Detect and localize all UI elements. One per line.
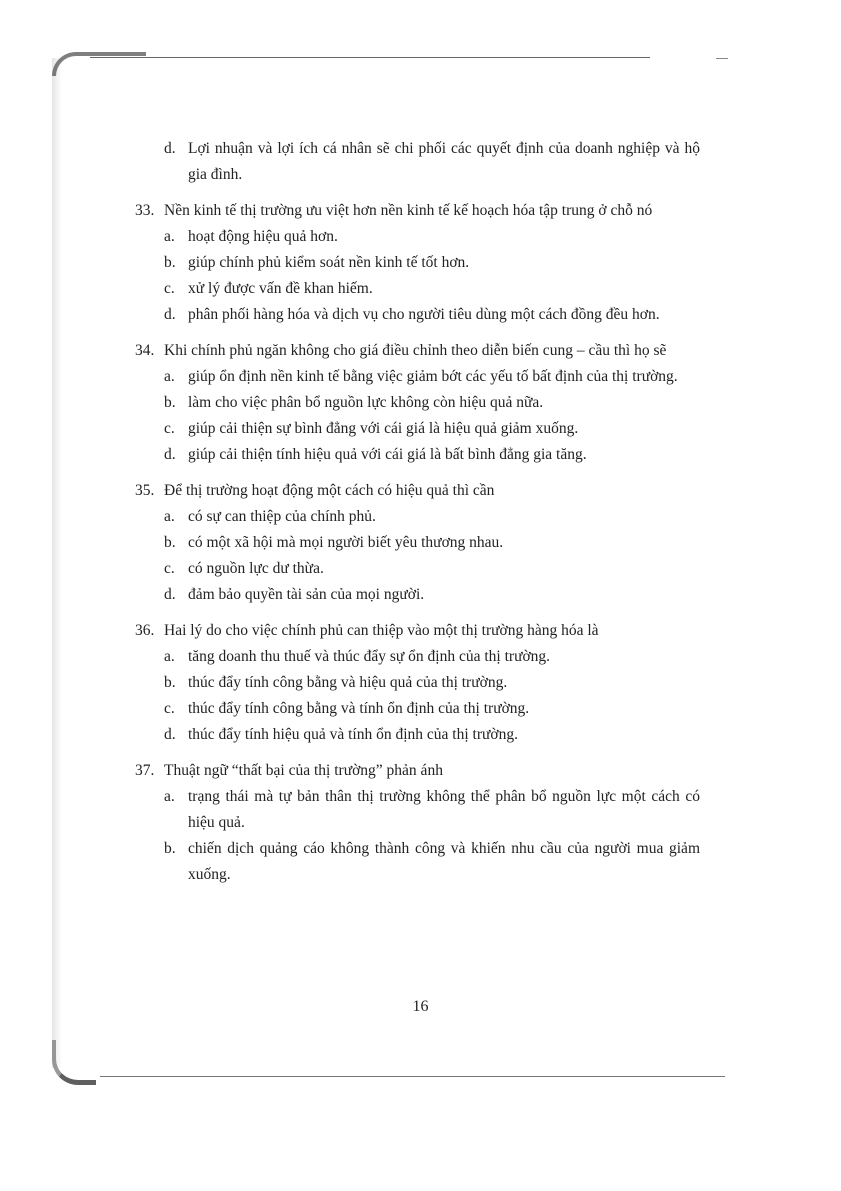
- option-text: có một xã hội mà mọi người biết yêu thương nhau.: [188, 534, 504, 551]
- option-row: [164, 696, 700, 722]
- option-text: phân phối hàng hóa và dịch vụ cho người tiêu dùng một cách đồng đều hơn.: [188, 306, 660, 323]
- option-row: [164, 416, 700, 442]
- option-letter: b.: [164, 394, 176, 411]
- option-text: có sự can thiệp của chính phủ.: [188, 508, 376, 525]
- option-letter: d.: [164, 306, 176, 323]
- question-number: 35.: [135, 482, 155, 499]
- question-33: [135, 198, 700, 328]
- option-row: [164, 504, 700, 530]
- option-letter: b.: [164, 534, 176, 551]
- option-row: [164, 250, 700, 276]
- option-letter: a.: [164, 228, 175, 245]
- option-text: tăng doanh thu thuế và thúc đẩy sự ổn định của thị trường.: [188, 648, 551, 665]
- option-row: [164, 722, 700, 748]
- option-text: giúp chính phủ kiểm soát nền kinh tế tốt hơn.: [188, 254, 470, 271]
- option-text: thúc đẩy tính hiệu quả và tính ổn định của thị trường.: [188, 726, 518, 743]
- footer-rule: [100, 1076, 725, 1077]
- option-row: [164, 136, 700, 188]
- option-row: [164, 530, 700, 556]
- option-row: [164, 670, 700, 696]
- option-text: giúp cải thiện sự bình đẳng với cái giá là hiệu quả giảm xuống.: [188, 420, 579, 437]
- option-letter: c.: [164, 560, 175, 577]
- question-stem: Hai lý do cho việc chính phủ can thiệp vào một thị trường hàng hóa là: [164, 622, 599, 639]
- header-rule: [90, 57, 650, 58]
- option-text: trạng thái mà tự bản thân thị trường không thể phân bổ nguồn lực một cách có hiệu quả.: [188, 788, 700, 831]
- continued-option: [164, 136, 700, 188]
- option-letter: d.: [164, 586, 176, 603]
- option-letter: b.: [164, 840, 176, 857]
- question-stem: Khi chính phủ ngăn không cho giá điều chỉnh theo diễn biến cung – cầu thì họ sẽ: [164, 342, 667, 359]
- option-row: [164, 276, 700, 302]
- question-number: 34.: [135, 342, 155, 359]
- option-text: thúc đẩy tính công bằng và hiệu quả của thị trường.: [188, 674, 508, 691]
- question-34: [135, 338, 700, 468]
- option-letter: d.: [164, 140, 176, 157]
- option-text: thúc đẩy tính công bằng và tính ổn định của thị trường.: [188, 700, 530, 717]
- option-row: [164, 582, 700, 608]
- option-row: [164, 390, 700, 416]
- option-text: làm cho việc phân bổ nguồn lực không còn hiệu quả nữa.: [188, 394, 544, 411]
- option-row: [164, 364, 700, 390]
- question-number: 37.: [135, 762, 155, 779]
- page-number: 16: [412, 998, 429, 1015]
- option-row: [164, 784, 700, 836]
- scan-corner-top-left: [52, 52, 146, 76]
- option-letter: d.: [164, 726, 176, 743]
- option-letter: b.: [164, 674, 176, 691]
- question-37: [135, 758, 700, 888]
- option-text: đảm bảo quyền tài sản của mọi người.: [188, 586, 425, 603]
- option-text: xử lý được vấn đề khan hiếm.: [188, 280, 373, 297]
- option-row: [164, 224, 700, 250]
- question-number: 36.: [135, 622, 155, 639]
- header-rule-end: [716, 58, 728, 59]
- question-number: 33.: [135, 202, 155, 219]
- option-letter: c.: [164, 420, 175, 437]
- option-row: [164, 556, 700, 582]
- scan-corner-bottom-left: [52, 1040, 96, 1085]
- option-letter: c.: [164, 700, 175, 717]
- option-text: có nguồn lực dư thừa.: [188, 560, 324, 577]
- question-36: [135, 618, 700, 748]
- option-row: [164, 302, 700, 328]
- option-letter: a.: [164, 368, 175, 385]
- option-text: chiến dịch quảng cáo không thành công và khiến nhu cầu của người mua giảm xuống.: [188, 840, 700, 883]
- option-letter: c.: [164, 280, 175, 297]
- scan-shadow-left: [52, 58, 62, 1068]
- question-stem: Thuật ngữ “thất bại của thị trường” phản ánh: [164, 762, 443, 779]
- page-content: [135, 136, 700, 898]
- option-text: Lợi nhuận và lợi ích cá nhân sẽ chi phối các quyết định của doanh nghiệp và hộ gia đình.: [188, 140, 700, 183]
- question-35: [135, 478, 700, 608]
- option-text: hoạt động hiệu quả hơn.: [188, 228, 338, 245]
- option-letter: a.: [164, 508, 175, 525]
- option-row: [164, 442, 700, 468]
- option-row: [164, 644, 700, 670]
- option-row: [164, 836, 700, 888]
- option-letter: d.: [164, 446, 176, 463]
- option-letter: b.: [164, 254, 176, 271]
- option-text: giúp cải thiện tính hiệu quả với cái giá là bất bình đẳng gia tăng.: [188, 446, 587, 463]
- option-text: giúp ổn định nền kinh tế bằng việc giảm bớt các yếu tố bất định của thị trường.: [188, 368, 678, 385]
- question-stem: Để thị trường hoạt động một cách có hiệu quả thì cần: [164, 482, 495, 499]
- question-stem: Nền kinh tế thị trường ưu việt hơn nền kinh tế kế hoạch hóa tập trung ở chỗ nó: [164, 202, 653, 219]
- option-letter: a.: [164, 788, 175, 805]
- option-letter: a.: [164, 648, 175, 665]
